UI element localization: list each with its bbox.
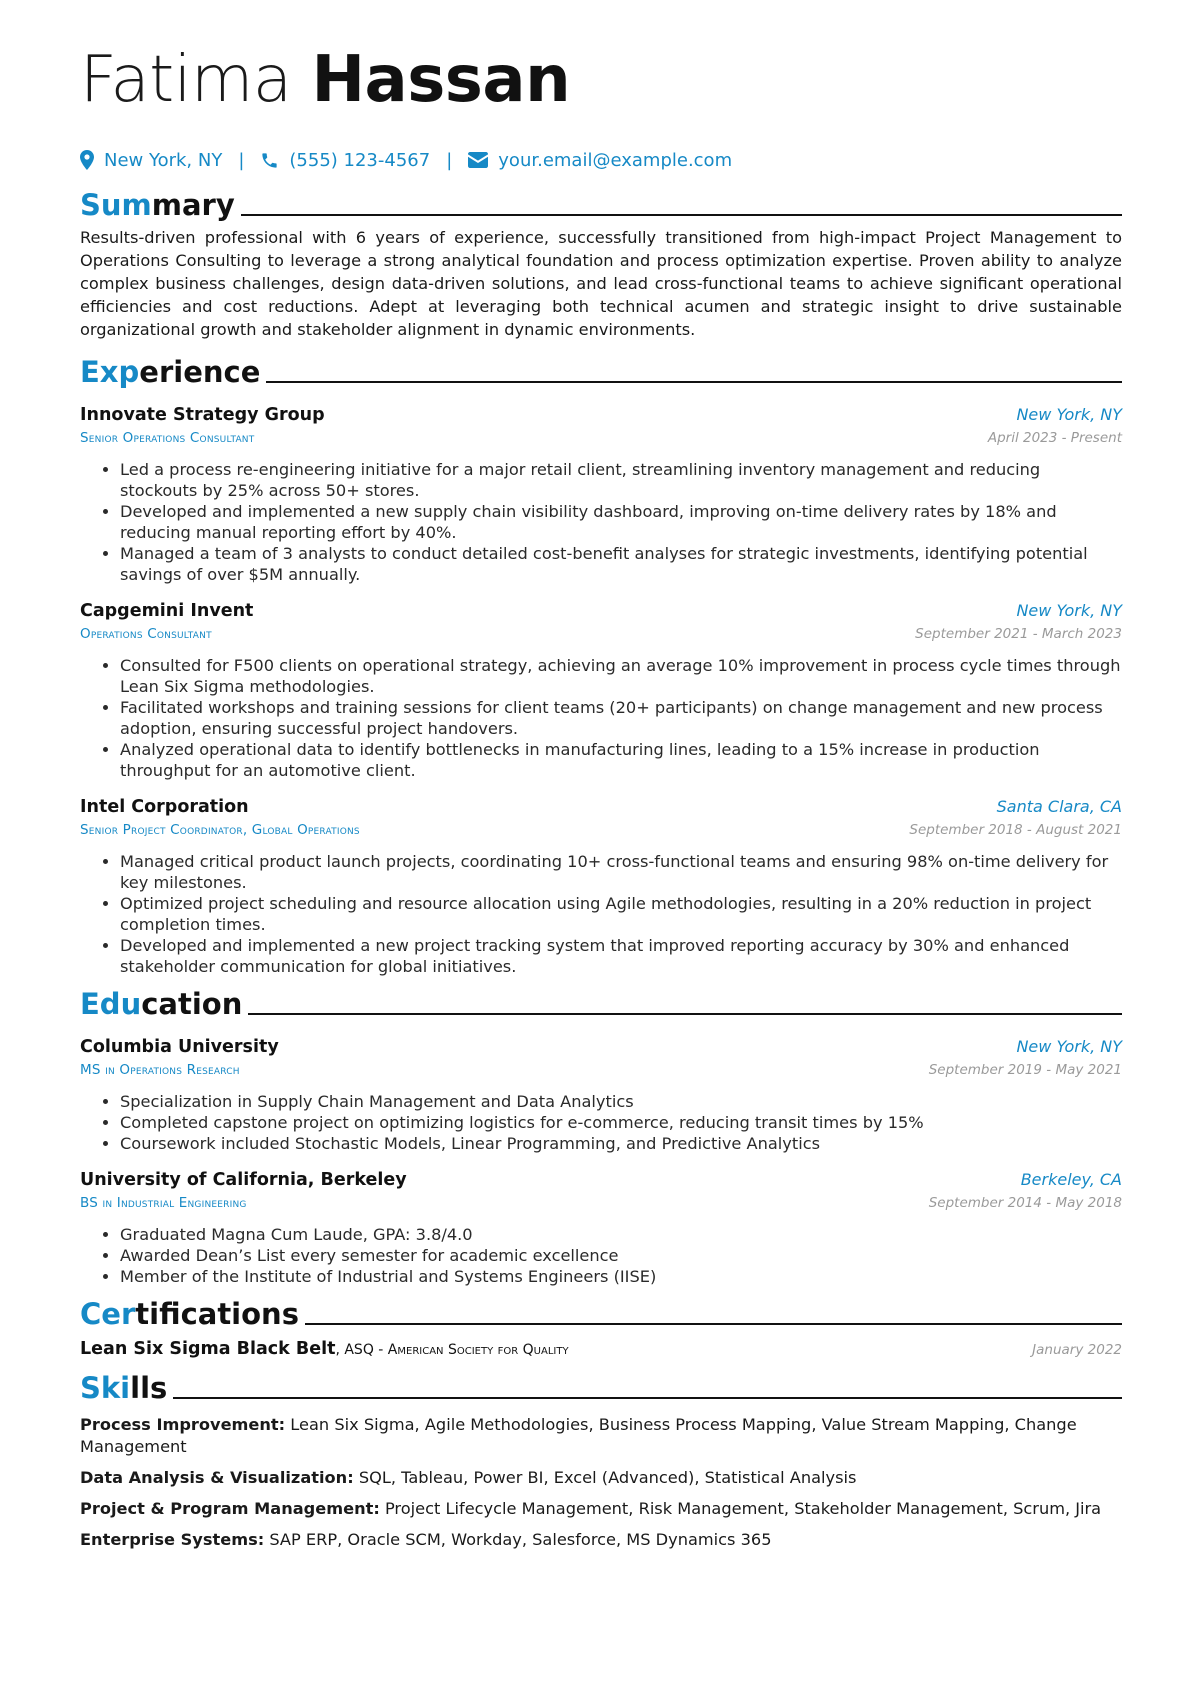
summary-section-header [80,184,1122,222]
candidate-name [80,40,1122,120]
entry-dates: September 2014 - May 2018 [928,1195,1122,1211]
section-divider [248,1013,1122,1015]
entry-location: Berkeley, CA [1020,1170,1122,1189]
bullet-item: • Specialization in Supply Chain Management and Data Analytics [120,1091,1122,1112]
bullet-item: • Coursework included Stochastic Models, Linear Programming, and Predictive Analytics [120,1133,1122,1154]
degree: BS in Industrial Engineering [80,1195,247,1211]
certification-issuer: , ASQ - American Society for Quality [335,1342,569,1358]
entry-dates: September 2019 - May 2021 [928,1062,1122,1078]
phone-text: (555) 123-4567 [289,149,431,171]
degree: MS in Operations Research [80,1062,240,1078]
bullet-item: • Member of the Institute of Industrial and Systems Engineers (IISE) [120,1266,1122,1287]
education-section-header [80,983,1122,1021]
bullet-item: • Analyzed operational data to identify bottlenecks in manufacturing lines, leading to a 15% increase in production throughput for an automotive client. [120,739,1122,781]
skill-items: Project Lifecycle Management, Risk Management, Stakeholder Management, Scrum, Jira [379,1499,1102,1518]
school-name: University of California, Berkeley [80,1170,407,1190]
skill-row [80,1414,1122,1458]
section-title-skills [80,1371,167,1405]
email-text: your.email@example.com [498,149,733,171]
section-title-accent: Ski [80,1371,131,1405]
section-divider [305,1323,1122,1325]
skill-items: SAP ERP, Oracle SCM, Workday, Salesforce, MS Dynamics 365 [264,1530,772,1549]
bullet-item: • Consulted for F500 clients on operational strategy, achieving an average 10% improvement in process cycle times through Lean Six Sigma methodologies. [120,655,1122,697]
company-name: Innovate Strategy Group [80,405,325,425]
contact-separator: | [238,149,245,171]
entry-location: New York, NY [1016,405,1122,424]
section-title-rest: cation [141,987,243,1021]
summary-paragraph: Results-driven professional with 6 years of experience, successfully transitioned from high-impact Project Management to Operations Consulting to leverage a strong analytical foundation and process optimization expertise. Proven ability to analyze complex business challenges, design data-driven solutions, and lead cross-functional teams to achieve significant operational efficiencies and cost reductions. Adept at leveraging both technical acumen and strategic insight to drive sustainable organizational growth and stakeholder alignment in dynamic environments. [80,228,1122,339]
entry-dates: September 2018 - August 2021 [909,822,1122,838]
skill-row [80,1498,1122,1520]
section-title-experience [80,355,260,389]
skill-category: Project & Program Management: [80,1499,380,1518]
section-title-rest: tifications [135,1297,299,1331]
section-title-accent: Exp [80,355,140,389]
resume-content [80,40,1122,1551]
company-name: Capgemini Invent [80,601,254,621]
bullet-item: • Developed and implemented a new project tracking system that improved reporting accuracy by 30% and enhanced stakeholder communication for global initiatives. [120,935,1122,977]
contact-bar [80,146,1122,174]
envelope-icon [468,152,488,168]
skill-items: SQL, Tableau, Power BI, Excel (Advanced), Statistical Analysis [353,1468,857,1487]
phone-icon [260,151,279,170]
entry-location: Santa Clara, CA [996,797,1122,816]
experience-entry [80,599,1122,781]
company-name: Intel Corporation [80,797,249,817]
skill-category: Process Improvement: [80,1415,286,1434]
bullet-list [80,1224,1122,1287]
first-name: Fatima [80,43,292,117]
bullet-item: • Managed a team of 3 analysts to conduct detailed cost-benefit analyses for strategic investments, identifying potential savings of over $5M annually. [120,543,1122,585]
skill-category: Enterprise Systems: [80,1530,265,1549]
certification-date: January 2022 [1032,1342,1122,1358]
section-title-rest: mary [151,188,235,222]
experience-entry [80,795,1122,977]
section-divider [241,214,1122,216]
certifications-section-header [80,1293,1122,1331]
section-title-accent: Sum [80,188,152,222]
education-entry [80,1168,1122,1287]
location-text: New York, NY [104,149,223,171]
entry-location: New York, NY [1016,601,1122,620]
entry-dates: September 2021 - March 2023 [915,626,1122,642]
section-title-rest: lls [130,1371,168,1405]
contact-location [80,150,222,171]
contact-separator: | [446,149,453,171]
bullet-list [80,1091,1122,1154]
job-title: Senior Project Coordinator, Global Operations [80,822,360,838]
section-title-education [80,987,242,1021]
section-title-rest: erience [139,355,261,389]
certification-name: Lean Six Sigma Black Belt [80,1339,336,1359]
bullet-list [80,851,1122,977]
section-title-certifications [80,1297,299,1331]
section-title-summary [80,188,235,222]
map-pin-icon [80,150,94,170]
skill-items: Lean Six Sigma, Agile Methodologies, Business Process Mapping, Value Stream Mapping, Change Management [80,1415,1077,1456]
bullet-item: • Developed and implemented a new supply chain visibility dashboard, improving on-time delivery rates by 18% and reducing manual reporting effort by 40%. [120,501,1122,543]
experience-section-header [80,351,1122,389]
entry-dates: April 2023 - Present [987,430,1122,446]
section-title-accent: Cer [80,1297,136,1331]
section-divider [173,1397,1122,1399]
bullet-item: • Optimized project scheduling and resource allocation using Agile methodologies, resulting in a 20% reduction in project completion times. [120,893,1122,935]
bullet-item: • Managed critical product launch projects, coordinating 10+ cross-functional teams and ensuring 98% on-time delivery for key milestones. [120,851,1122,893]
job-title: Senior Operations Consultant [80,430,255,446]
bullet-list [80,459,1122,585]
bullet-item: • Graduated Magna Cum Laude, GPA: 3.8/4.0 [120,1224,1122,1245]
bullet-item: • Completed capstone project on optimizing logistics for e-commerce, reducing transit times by 15% [120,1112,1122,1133]
section-title-accent: Edu [80,987,142,1021]
bullet-list [80,655,1122,781]
skill-row [80,1529,1122,1551]
section-divider [266,381,1122,383]
skills-section-header [80,1367,1122,1405]
school-name: Columbia University [80,1037,279,1057]
certification-entry [80,1339,1122,1361]
bullet-item: • Led a process re-engineering initiative for a major retail client, streamlining inventory management and reducing stockouts by 25% across 50+ stores. [120,459,1122,501]
bullet-item: • Facilitated workshops and training sessions for client teams (20+ participants) on change management and new process adoption, ensuring successful project handovers. [120,697,1122,739]
entry-location: New York, NY [1016,1037,1122,1056]
bullet-item: • Awarded Dean’s List every semester for academic excellence [120,1245,1122,1266]
experience-entry [80,403,1122,585]
contact-phone[interactable] [260,150,430,171]
contact-email[interactable] [468,150,732,171]
skill-category: Data Analysis & Visualization: [80,1468,354,1487]
job-title: Operations Consultant [80,626,212,642]
skill-row [80,1467,1122,1489]
education-entry [80,1035,1122,1154]
last-name: Hassan [311,43,571,117]
